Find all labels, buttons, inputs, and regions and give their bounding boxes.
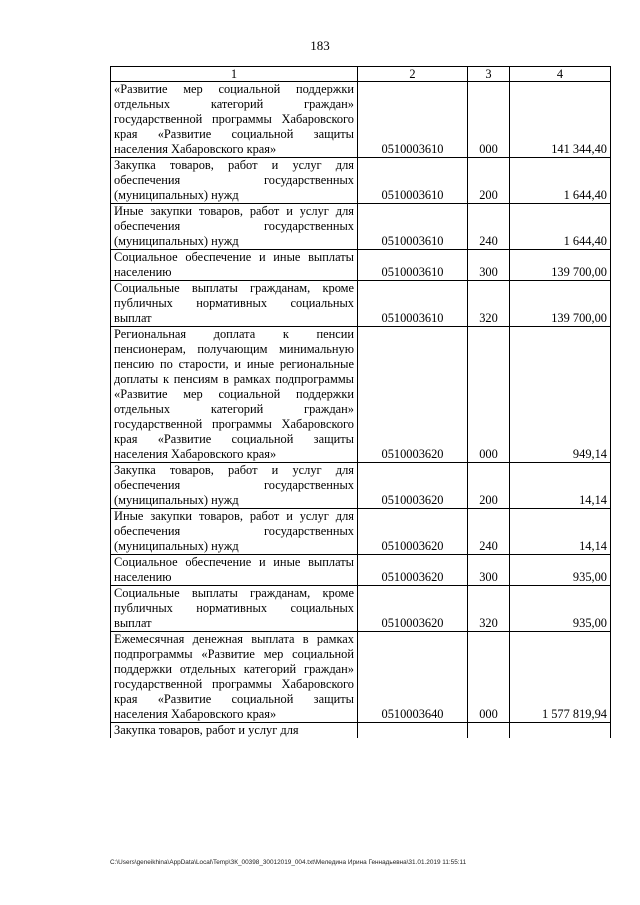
header-col-1: 1 <box>111 67 358 82</box>
row-type: 000 <box>468 632 510 723</box>
row-type: 300 <box>468 250 510 281</box>
row-code <box>358 723 468 739</box>
row-amount: 935,00 <box>510 555 611 586</box>
row-amount: 141 344,40 <box>510 82 611 158</box>
header-row <box>111 67 611 82</box>
row-amount: 14,14 <box>510 463 611 509</box>
row-code: 0510003610 <box>358 82 468 158</box>
row-code: 0510003610 <box>358 158 468 204</box>
budget-table <box>110 66 611 738</box>
table-row <box>111 82 611 158</box>
page-number: 183 <box>310 38 330 53</box>
row-type: 240 <box>468 204 510 250</box>
row-type: 320 <box>468 586 510 632</box>
header-col-2: 2 <box>358 67 468 82</box>
row-amount: 139 700,00 <box>510 281 611 327</box>
row-name: Социальные выплаты гражданам, кроме публичных нормативных социальных выплат <box>111 281 358 327</box>
row-type: 200 <box>468 158 510 204</box>
table-row <box>111 250 611 281</box>
row-amount: 1 644,40 <box>510 158 611 204</box>
row-amount: 14,14 <box>510 509 611 555</box>
row-type: 320 <box>468 281 510 327</box>
row-amount: 1 577 819,94 <box>510 632 611 723</box>
table-row <box>111 586 611 632</box>
table-row <box>111 327 611 463</box>
row-code: 0510003610 <box>358 204 468 250</box>
row-type: 300 <box>468 555 510 586</box>
row-code: 0510003620 <box>358 327 468 463</box>
row-code: 0510003620 <box>358 555 468 586</box>
row-code: 0510003610 <box>358 281 468 327</box>
row-name: Закупка товаров, работ и услуг для обеспечения государственных (муниципальных) нужд <box>111 158 358 204</box>
row-amount: 139 700,00 <box>510 250 611 281</box>
table-row <box>111 204 611 250</box>
table-row <box>111 632 611 723</box>
row-amount: 935,00 <box>510 586 611 632</box>
row-type <box>468 723 510 739</box>
row-code: 0510003620 <box>358 463 468 509</box>
table-row <box>111 463 611 509</box>
row-name: Закупка товаров, работ и услуг для обеспечения государственных (муниципальных) нужд <box>111 463 358 509</box>
row-type: 000 <box>468 327 510 463</box>
row-amount <box>510 723 611 739</box>
table-row <box>111 555 611 586</box>
row-code: 0510003610 <box>358 250 468 281</box>
row-type: 200 <box>468 463 510 509</box>
header-col-4: 4 <box>510 67 611 82</box>
row-code: 0510003620 <box>358 509 468 555</box>
row-name: Социальные выплаты гражданам, кроме публичных нормативных социальных выплат <box>111 586 358 632</box>
row-name: Закупка товаров, работ и услуг для <box>111 723 358 739</box>
table-row <box>111 509 611 555</box>
row-name: Социальное обеспечение и иные выплаты населению <box>111 250 358 281</box>
row-type: 240 <box>468 509 510 555</box>
table-row <box>111 281 611 327</box>
row-code: 0510003640 <box>358 632 468 723</box>
row-name: Социальное обеспечение и иные выплаты населению <box>111 555 358 586</box>
row-name: Региональная доплата к пенсии пенсионерам, получающим минимальную пенсию по старости, и иные региональные доплаты к пенсиям в рамках подпрограммы «Развитие мер социальной поддержки отдельных категорий граждан» государственной программы Хабаровского края «Развитие социальной защиты населения Хабаровского края» <box>111 327 358 463</box>
row-name: «Развитие мер социальной поддержки отдельных категорий граждан» государственной программы Хабаровского края «Развитие социальной защиты населения Хабаровского края» <box>111 82 358 158</box>
row-name: Иные закупки товаров, работ и услуг для обеспечения государственных (муниципальных) нужд <box>111 509 358 555</box>
row-amount: 949,14 <box>510 327 611 463</box>
file-path-footer: C:\Users\geneikhina\AppData\Local\Temp\ЗК_00398_30012019_004.txt\Меледина Ирина Геннадьевна\31.01.2019 11:55:11 <box>110 859 467 866</box>
row-name: Ежемесячная денежная выплата в рамках подпрограммы «Развитие мер социальной поддержки отдельных категорий граждан» государственной программы Хабаровского края «Развитие социальной защиты населения Хабаровского края» <box>111 632 358 723</box>
table-row <box>111 158 611 204</box>
header-col-3: 3 <box>468 67 510 82</box>
row-code: 0510003620 <box>358 586 468 632</box>
row-amount: 1 644,40 <box>510 204 611 250</box>
table-row <box>111 723 611 739</box>
row-type: 000 <box>468 82 510 158</box>
row-name: Иные закупки товаров, работ и услуг для обеспечения государственных (муниципальных) нужд <box>111 204 358 250</box>
